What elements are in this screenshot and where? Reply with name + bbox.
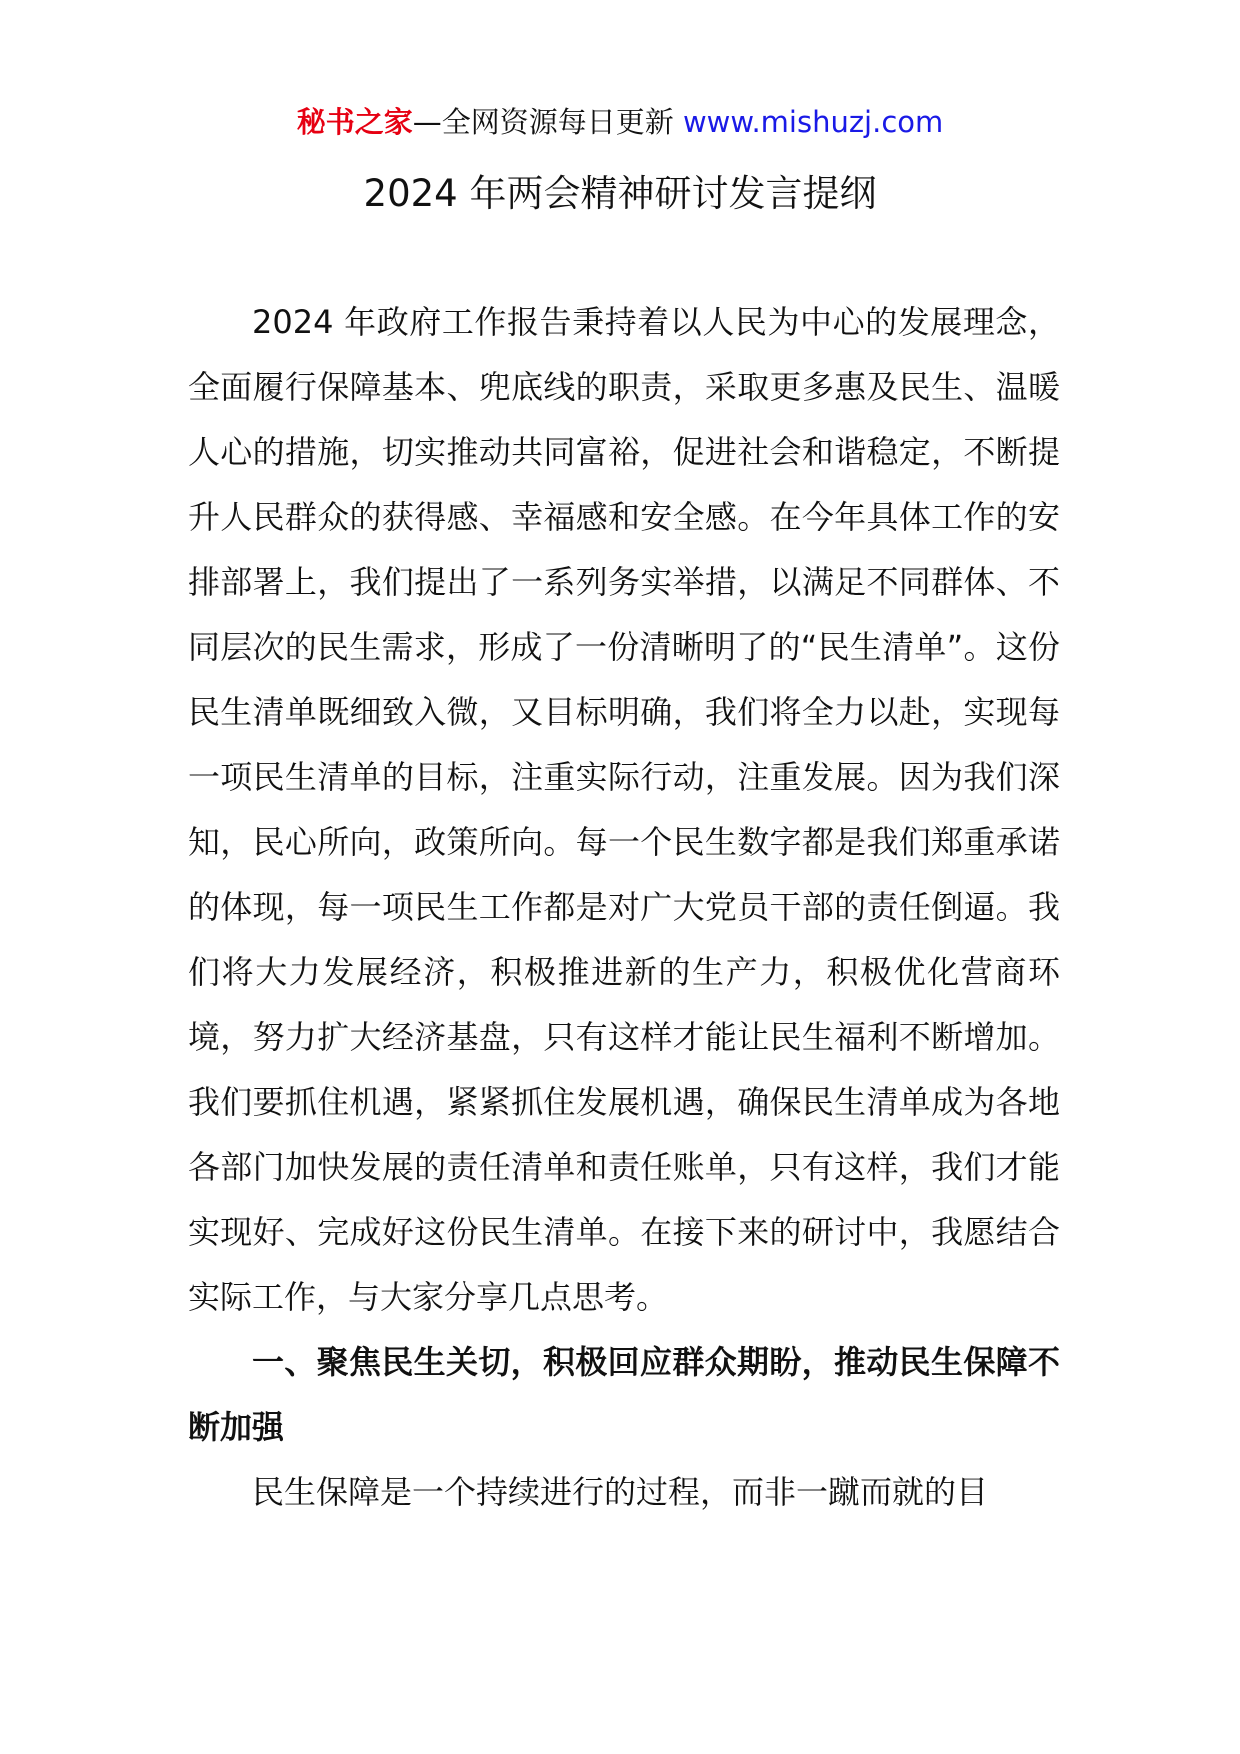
document-body <box>188 290 1060 1525</box>
document-title: 2024 年两会精神研讨发言提纲 <box>363 172 877 215</box>
intro-paragraph: 2024 年政府工作报告秉持着以人民为中心的发展理念，全面履行保障基本、兜底线的职责，采取更多惠及民生、温暖人心的措施，切实推动共同富裕，促进社会和谐稳定，不断提升人民群众的获得感、幸福感和安全感。在今年具体工作的安排部署上，我们提出了一系列务实举措，以满足不同群体、不同层次的民生需求，形成了一份清晰明了的“民生清单”。这份民生清单既细致入微，又目标明确，我们将全力以赴，实现每一项民生清单的目标，注重实际行动，注重发展。因为我们深知，民心所向，政策所向。每一个民生数字都是我们郑重承诺的体现，每一项民生工作都是对广大党员干部的责任倒逼。我们将大力发展经济，积极推进新的生产力，积极优化营商环境，努力扩大经济基盘，只有这样才能让民生福利不断增加。我们要抓住机遇，紧紧抓住发展机遇，确保民生清单成为各地各部门加快发展的责任清单和责任账单，只有这样，我们才能实现好、完成好这份民生清单。在接下来的研讨中，我愿结合实际工作，与大家分享几点思考。 <box>188 303 1060 1316</box>
section-1-paragraph: 民生保障是一个持续进行的过程，而非一蹴而就的目 <box>252 1473 989 1511</box>
header-tagline: —全网资源每日更新 <box>412 105 674 139</box>
site-url-link[interactable]: www.mishuzj.com <box>682 105 944 139</box>
brand-name: 秘书之家 <box>296 105 413 139</box>
site-header <box>0 100 1240 144</box>
section-1-heading: 一、聚焦民生关切，积极回应群众期盼，推动民生保障不断加强 <box>188 1343 1060 1446</box>
